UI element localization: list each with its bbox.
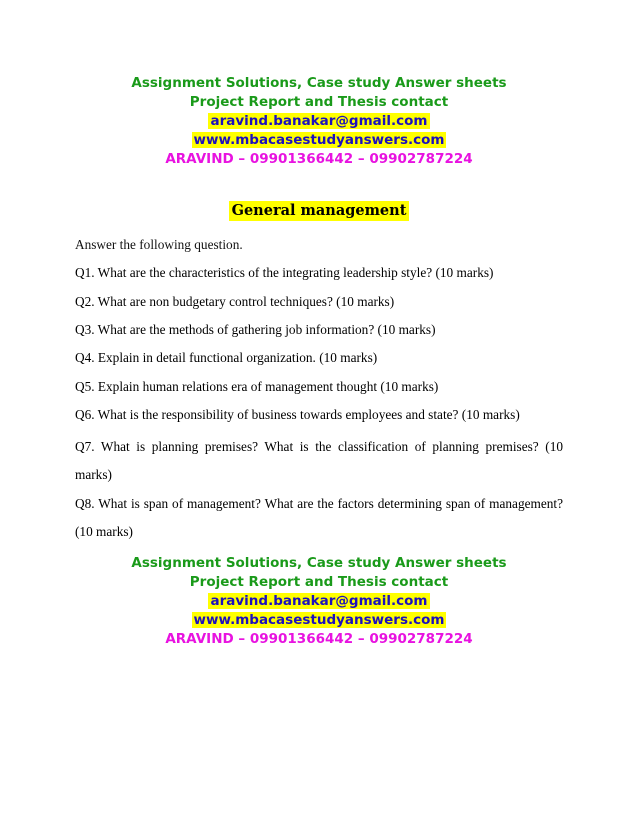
question-item: Q1. What are the characteristics of the integrating leadership style? (10 marks): [75, 265, 494, 280]
banner-line-services: Assignment Solutions, Case study Answer sheets: [131, 75, 507, 91]
banner-line-services: Assignment Solutions, Case study Answer sheets: [131, 555, 507, 571]
banner-website-line: [0, 131, 638, 150]
question-item: Q3. What are the methods of gathering job information? (10 marks): [75, 322, 436, 337]
banner-line-contact: Project Report and Thesis contact: [189, 94, 449, 110]
header-contact-banner: [0, 74, 638, 169]
banner-email: aravind.banakar@gmail.com: [210, 593, 428, 609]
banner-line-contact: Project Report and Thesis contact: [189, 574, 449, 590]
banner-website: www.mbacasestudyanswers.com: [193, 132, 445, 148]
question-item: Q5. Explain human relations era of management thought (10 marks): [75, 379, 439, 394]
banner-phone: ARAVIND – 09901366442 – 09902787224: [165, 631, 473, 647]
banner-phone: ARAVIND – 09901366442 – 09902787224: [165, 151, 473, 167]
page-title: General management: [229, 201, 410, 221]
question-item: Q2. What are non budgetary control techniques? (10 marks): [75, 294, 395, 309]
question-item: Q6. What is the responsibility of business towards employees and state? (10 marks): [75, 407, 520, 422]
banner-email-line: [0, 592, 638, 611]
banner-email: aravind.banakar@gmail.com: [210, 113, 428, 129]
question-item: Q7. What is planning premises? What is the classification of planning premises? (10 marks): [75, 439, 563, 482]
question-item: Q4. Explain in detail functional organization. (10 marks): [75, 350, 378, 365]
banner-website: www.mbacasestudyanswers.com: [193, 612, 445, 628]
footer-contact-banner: [0, 554, 638, 649]
banner-email-line: [0, 112, 638, 131]
instruction-text: Answer the following question.: [75, 237, 243, 252]
banner-website-line: [0, 611, 638, 630]
question-item: Q8. What is span of management? What are the factors determining span of management? (10 marks): [75, 496, 563, 539]
title-container: [0, 200, 638, 221]
